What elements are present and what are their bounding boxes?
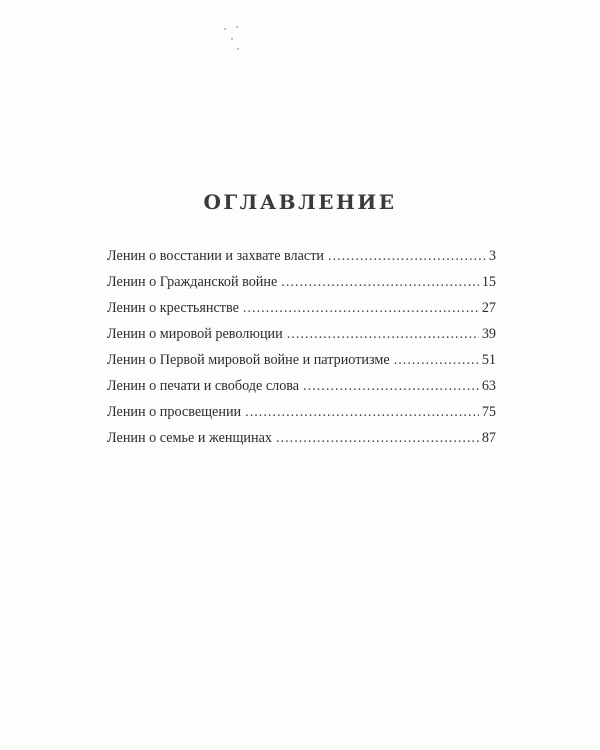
dot-leader: [243, 300, 479, 317]
toc-entry[interactable]: [107, 274, 496, 300]
toc-entry-title: Ленин о печати и свободе слова: [107, 378, 300, 394]
toc-entry[interactable]: [107, 378, 496, 404]
toc-entry[interactable]: [107, 326, 496, 352]
dot-leader: [281, 274, 479, 291]
toc-entry-page: 87: [481, 430, 496, 446]
toc-entry-title: Ленин о восстании и захвате власти: [107, 248, 325, 264]
dot-leader: [276, 430, 479, 447]
toc-entry-title: Ленин о семье и женщинах: [107, 430, 272, 446]
toc-entry-page: 39: [481, 326, 496, 342]
dot-leader: [287, 326, 479, 343]
toc-entry[interactable]: [107, 404, 496, 430]
dot-leader: [303, 378, 479, 395]
dot-leader: [245, 404, 479, 421]
toc-entry-title: Ленин о просвещении: [107, 404, 242, 420]
toc-entry-page: 75: [481, 404, 496, 420]
toc-entry-page: 27: [481, 300, 496, 316]
toc-heading: ОГЛАВЛЕНИЕ: [203, 190, 397, 214]
toc-entry-page: 63: [481, 378, 496, 394]
toc-entry-title: Ленин о Первой мировой войне и патриотизме: [107, 352, 390, 368]
toc-entry-title: Ленин о мировой революции: [107, 326, 283, 342]
table-of-contents: [107, 248, 496, 456]
speck: [237, 48, 239, 50]
toc-entry-title: Ленин о Гражданской войне: [107, 274, 278, 290]
toc-entry-page: 15: [481, 274, 496, 290]
dot-leader: [328, 248, 486, 265]
dot-leader: [394, 352, 479, 369]
toc-entry-page: 3: [488, 248, 496, 264]
toc-entry[interactable]: [107, 300, 496, 326]
toc-entry-title: Ленин о крестьянстве: [107, 300, 239, 316]
speck: [231, 38, 233, 40]
toc-entry[interactable]: [107, 352, 496, 378]
toc-entry[interactable]: [107, 248, 496, 274]
speck: [224, 28, 226, 30]
paper-specks: [222, 26, 242, 52]
toc-entry[interactable]: [107, 430, 496, 456]
speck: [236, 26, 238, 28]
toc-entry-page: 51: [481, 352, 496, 368]
